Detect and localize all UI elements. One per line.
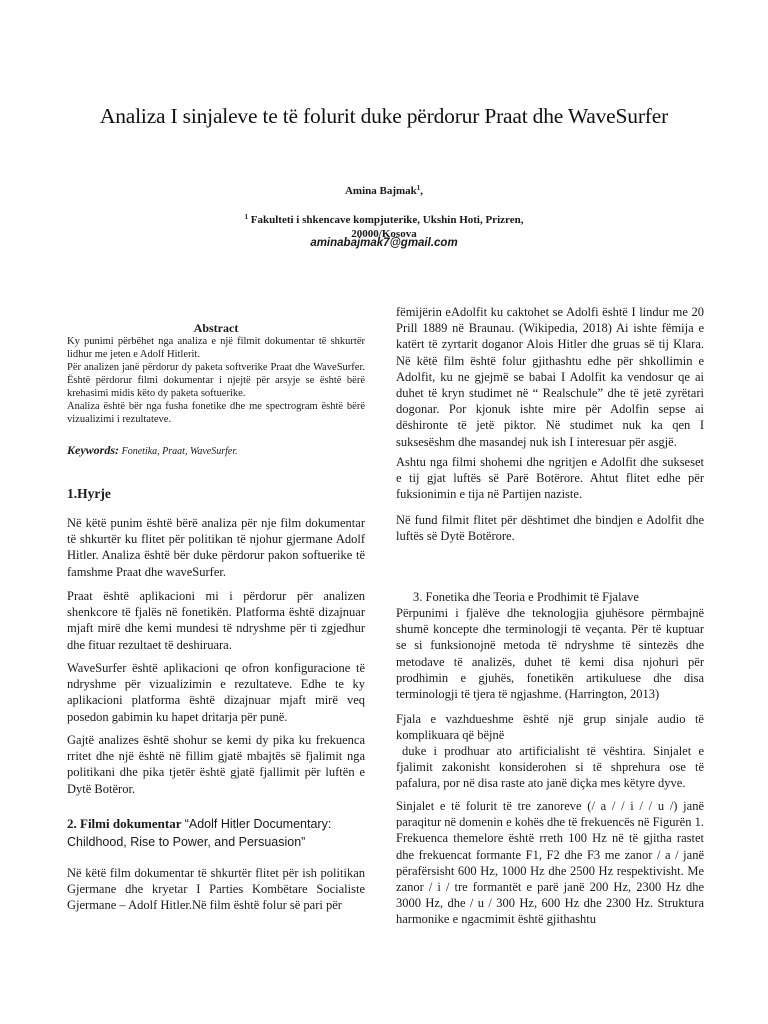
- paper-title: Analiza I sinjaleve te të folurit duke përdorur Praat dhe WaveSurfer: [99, 104, 669, 128]
- abstract-paragraph: Ky punimi përbëhet nga analiza e një filmit dokumentar të shkurtër lidhur me jeten e Adolf Hitlerit.: [67, 336, 365, 360]
- right-paragraph-1: fëmijërin eAdolfit ku caktohet se Adolfi është I lindur me 20 Prill 1889 në Braunau. (Wikipedia, 2018) Ai ishte fëmija e katërt të zyrtarit doganor Alois Hitler dhe gruas së tij Klara. Në këtë film është folur gjithashtu edhe për shkollimin e Adolfit, ku ne gjejmë se babai I Adolfit ka vendosur qe ai duhet të kryn studimet në “ Realschule” dhe të jetë zyrëtari dogonar. Por kjonuk ishte mire për Adolfin sepse ai dëshironte të jetë piktor. Në studimet nuk ka qen I suksesëshm dhe masandej nuk ish I interesuar për asgjë.: [396, 305, 704, 449]
- affiliation-superscript: 1: [244, 213, 249, 221]
- abstract-paragraph: Për analizen janë përdorur dy paketa softverike Praat dhe WaveSurfer. Është përdorur filmi dokumentar i njejtë për arsyje se është bërë krehasimi midis këto dy paketa softuerike.: [67, 362, 365, 399]
- author-line: [0, 184, 768, 197]
- section-1-heading: 1.Hyrje: [67, 486, 111, 501]
- right-paragraph-3: Në fund filmit flitet për dështimet dhe bindjen e Adolfit dhe luftës së Dytë Botërore.: [396, 513, 704, 544]
- section-1-paragraph-4: Gajtë analizes është shohur se kemi dy pika ku frekuenca rritet dhe një është në fillim gjatë mbajtës së fjalimit nga politikani dhe pika tjetër është gjatë fjallimit për luftën e Dytë Botëror.: [67, 733, 365, 796]
- section-2-subtitle: “Adolf Hitler Documentary: Childhood, Rise to Power, and Persuasion”: [67, 817, 332, 849]
- abstract-heading: Abstract: [193, 321, 239, 335]
- right-paragraph-5b: duke i prodhuar ato artificialisht të vështira. Sinjalet e fjalimit zakonisht konsiderohen si të shprehura ose të pafalura, por në disa raste ato janë diçka mes këtyre dyve.: [396, 744, 704, 791]
- author-superscript: 1: [416, 184, 421, 192]
- abstract-paragraph: Analiza është bër nga fusha fonetike dhe me spectrogram është bërë vizualizimi i rezultateve.: [67, 401, 365, 425]
- affiliation-line-1: Fakulteti i shkencave kompjuterike, Ukshin Hoti, Prizren,: [250, 214, 524, 226]
- right-paragraph-5a: Fjala e vazhdueshme është një grup sinjale audio të komplikuara që bëjnë: [396, 712, 704, 743]
- section-1-paragraph-1: Në këtë punim është bërë analiza për nje film dokumentar të shkurtër ku flitet për politikan të njohur gjermane Adolf Hitler. Analiza është bër duke përdorur pakon softuerike të famshme Praat dhe waveSurfer.: [67, 516, 365, 579]
- section-2-paragraph-1: Në këtë film dokumentar të shkurtër flitet për ish politikan Gjermane dhe kryetar I Parties Kombëtare Socialiste Gjermane – Adolf Hitler.Në film është folur së pari për: [67, 866, 365, 913]
- section-2-title: 2. Filmi dokumentar: [67, 816, 182, 831]
- right-paragraph-4: Përpunimi i fjalëve dhe teknologjia gjuhësore përmbajnë shumë koncepte dhe terminologji të veçanta. Për të kuptuar se si funksionojnë metoda të ndryshme të sintezës dhe metodave të analizës, duhet të kemi disa njohuri për prodhimin e gjuhës, fonetikën artikuluese dhe disa terminologji të tjera të ngjashme. (Harrington, 2013): [396, 606, 704, 702]
- section-1-paragraph-3: WaveSurfer është aplikacioni qe ofron konfiguracione të ndryshme për vizualizimin e rezultateve. Edhe te ky aplikacioni platforma është dizajnuar mjaft mirë veq posedon gabimin ku hapet dritarja për punë.: [67, 661, 365, 724]
- right-paragraph-6: Sinjalet e të folurit të tre zanoreve (/ a / / i / / u /) janë paraqitur në domenin e kohës dhe të frekuencës në Figurën 1. Frekuenca themelore është rreth 100 Hz në të gjitha rastet dhe frekuencat formante F1, F2 dhe F3 me zanor / a / janë përafërsisht 600 Hz, 1000 Hz dhe 2500 Hz respektivisht. Me zanor / i / tre formantët e parë janë 200 Hz, 2300 Hz dhe 3000 Hz, dhe / u / 300 Hz, 600 Hz dhe 2300 Hz. Struktura harmonike e ngacmimit është gjithashtu: [396, 799, 704, 927]
- section-1-paragraph-2: Praat është aplikacioni mi i përdorur për analizen shenkcore të fjalës në fonetikën. Platforma është dizajnuar mjaft mirë dhe kemi mundesi të ndryshme për ti zgjedhur dhe fituar rezultaet të deshiruara.: [67, 589, 365, 652]
- keywords: [67, 443, 365, 458]
- abstract-body: [67, 335, 365, 426]
- keywords-label: Keywords:: [67, 443, 119, 457]
- right-paragraph-2: Ashtu nga filmi shohemi dhe ngritjen e Adolfit dhe sukseset e tij gjat luftës së Parë Botërore. Ahtut flitet edhe për fuksionimin e tija në Partijen naziste.: [396, 455, 704, 502]
- affiliation-line-2: 20000/Kosova: [351, 228, 417, 240]
- section-2-heading: [67, 815, 365, 851]
- keywords-text: Fonetika, Praat, WaveSurfer.: [121, 446, 238, 457]
- author-email: aminabajmak7@gmail.com: [310, 237, 458, 249]
- author-suffix: ,: [420, 185, 424, 197]
- author-name: Amina Bajmak: [344, 185, 417, 197]
- section-3-heading: 3. Fonetika dhe Teoria e Prodhimit të Fjalave: [413, 590, 639, 604]
